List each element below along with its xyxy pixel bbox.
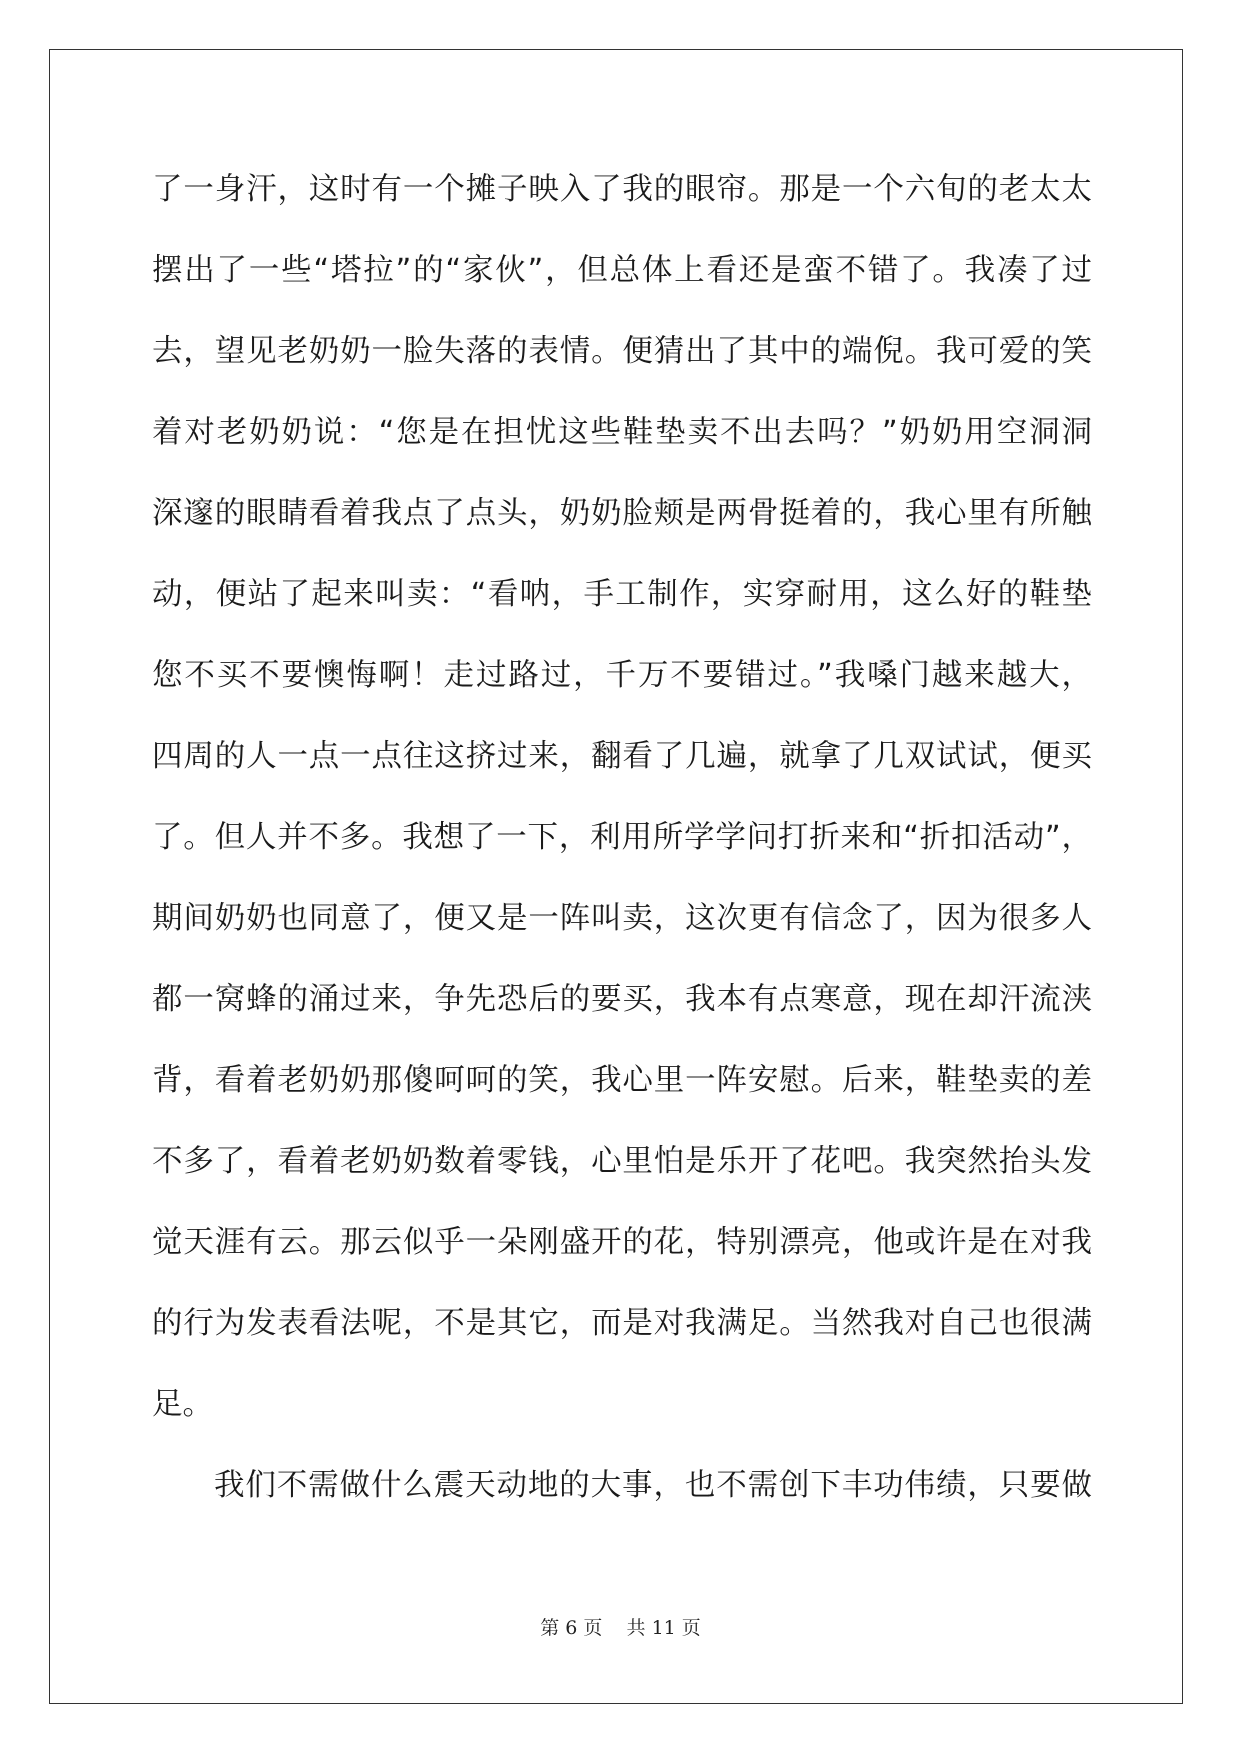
text-line: 的行为发表看法呢，不是其它，而是对我满足。当然我对自己也很满 <box>152 1306 1092 1341</box>
text-line: 动，便站了起来叫卖：“看呐，手工制作，实穿耐用，这么好的鞋垫 <box>152 577 1092 612</box>
text-line: 了一身汗，这时有一个摊子映入了我的眼帘。那是一个六旬的老太太 <box>152 172 1092 207</box>
text-line: 您不买不要懊悔啊！走过路过，千万不要错过。”我嗓门越来越大， <box>152 658 1092 693</box>
text-line: 背，看着老奶奶那傻呵呵的笑，我心里一阵安慰。后来，鞋垫卖的差 <box>152 1063 1092 1098</box>
text-line: 不多了，看着老奶奶数着零钱，心里怕是乐开了花吧。我突然抬头发 <box>152 1144 1092 1179</box>
document-body <box>152 168 1092 1545</box>
text-line: 四周的人一点一点往这挤过来，翻看了几遍，就拿了几双试试，便买 <box>152 739 1092 774</box>
page-number: 第 6 页 共 11 页 <box>540 1617 701 1639</box>
text-line: 摆出了一些“塔拉”的“家伙”，但总体上看还是蛮不错了。我凑了过 <box>152 253 1092 288</box>
text-line: 足。 <box>152 1387 213 1422</box>
text-line: 期间奶奶也同意了，便又是一阵叫卖，这次更有信念了，因为很多人 <box>152 901 1092 936</box>
text-line: 觉天涯有云。那云似乎一朵刚盛开的花，特别漂亮，他或许是在对我 <box>152 1225 1092 1260</box>
text-line: 着对老奶奶说：“您是在担忧这些鞋垫卖不出去吗？”奶奶用空洞洞 <box>152 415 1092 450</box>
text-line: 都一窝蜂的涌过来，争先恐后的要买，我本有点寒意，现在却汗流浃 <box>152 982 1092 1017</box>
text-line: 深邃的眼睛看着我点了点头，奶奶脸颊是两骨挺着的，我心里有所触 <box>152 496 1092 531</box>
text-line: 了。但人并不多。我想了一下，利用所学学问打折来和“折扣活动”， <box>152 820 1092 855</box>
paragraph-first-line: 我们不需做什么震天动地的大事，也不需创下丰功伟绩，只要做 <box>214 1468 1092 1503</box>
text-line: 去，望见老奶奶一脸失落的表情。便猜出了其中的端倪。我可爱的笑 <box>152 334 1092 369</box>
